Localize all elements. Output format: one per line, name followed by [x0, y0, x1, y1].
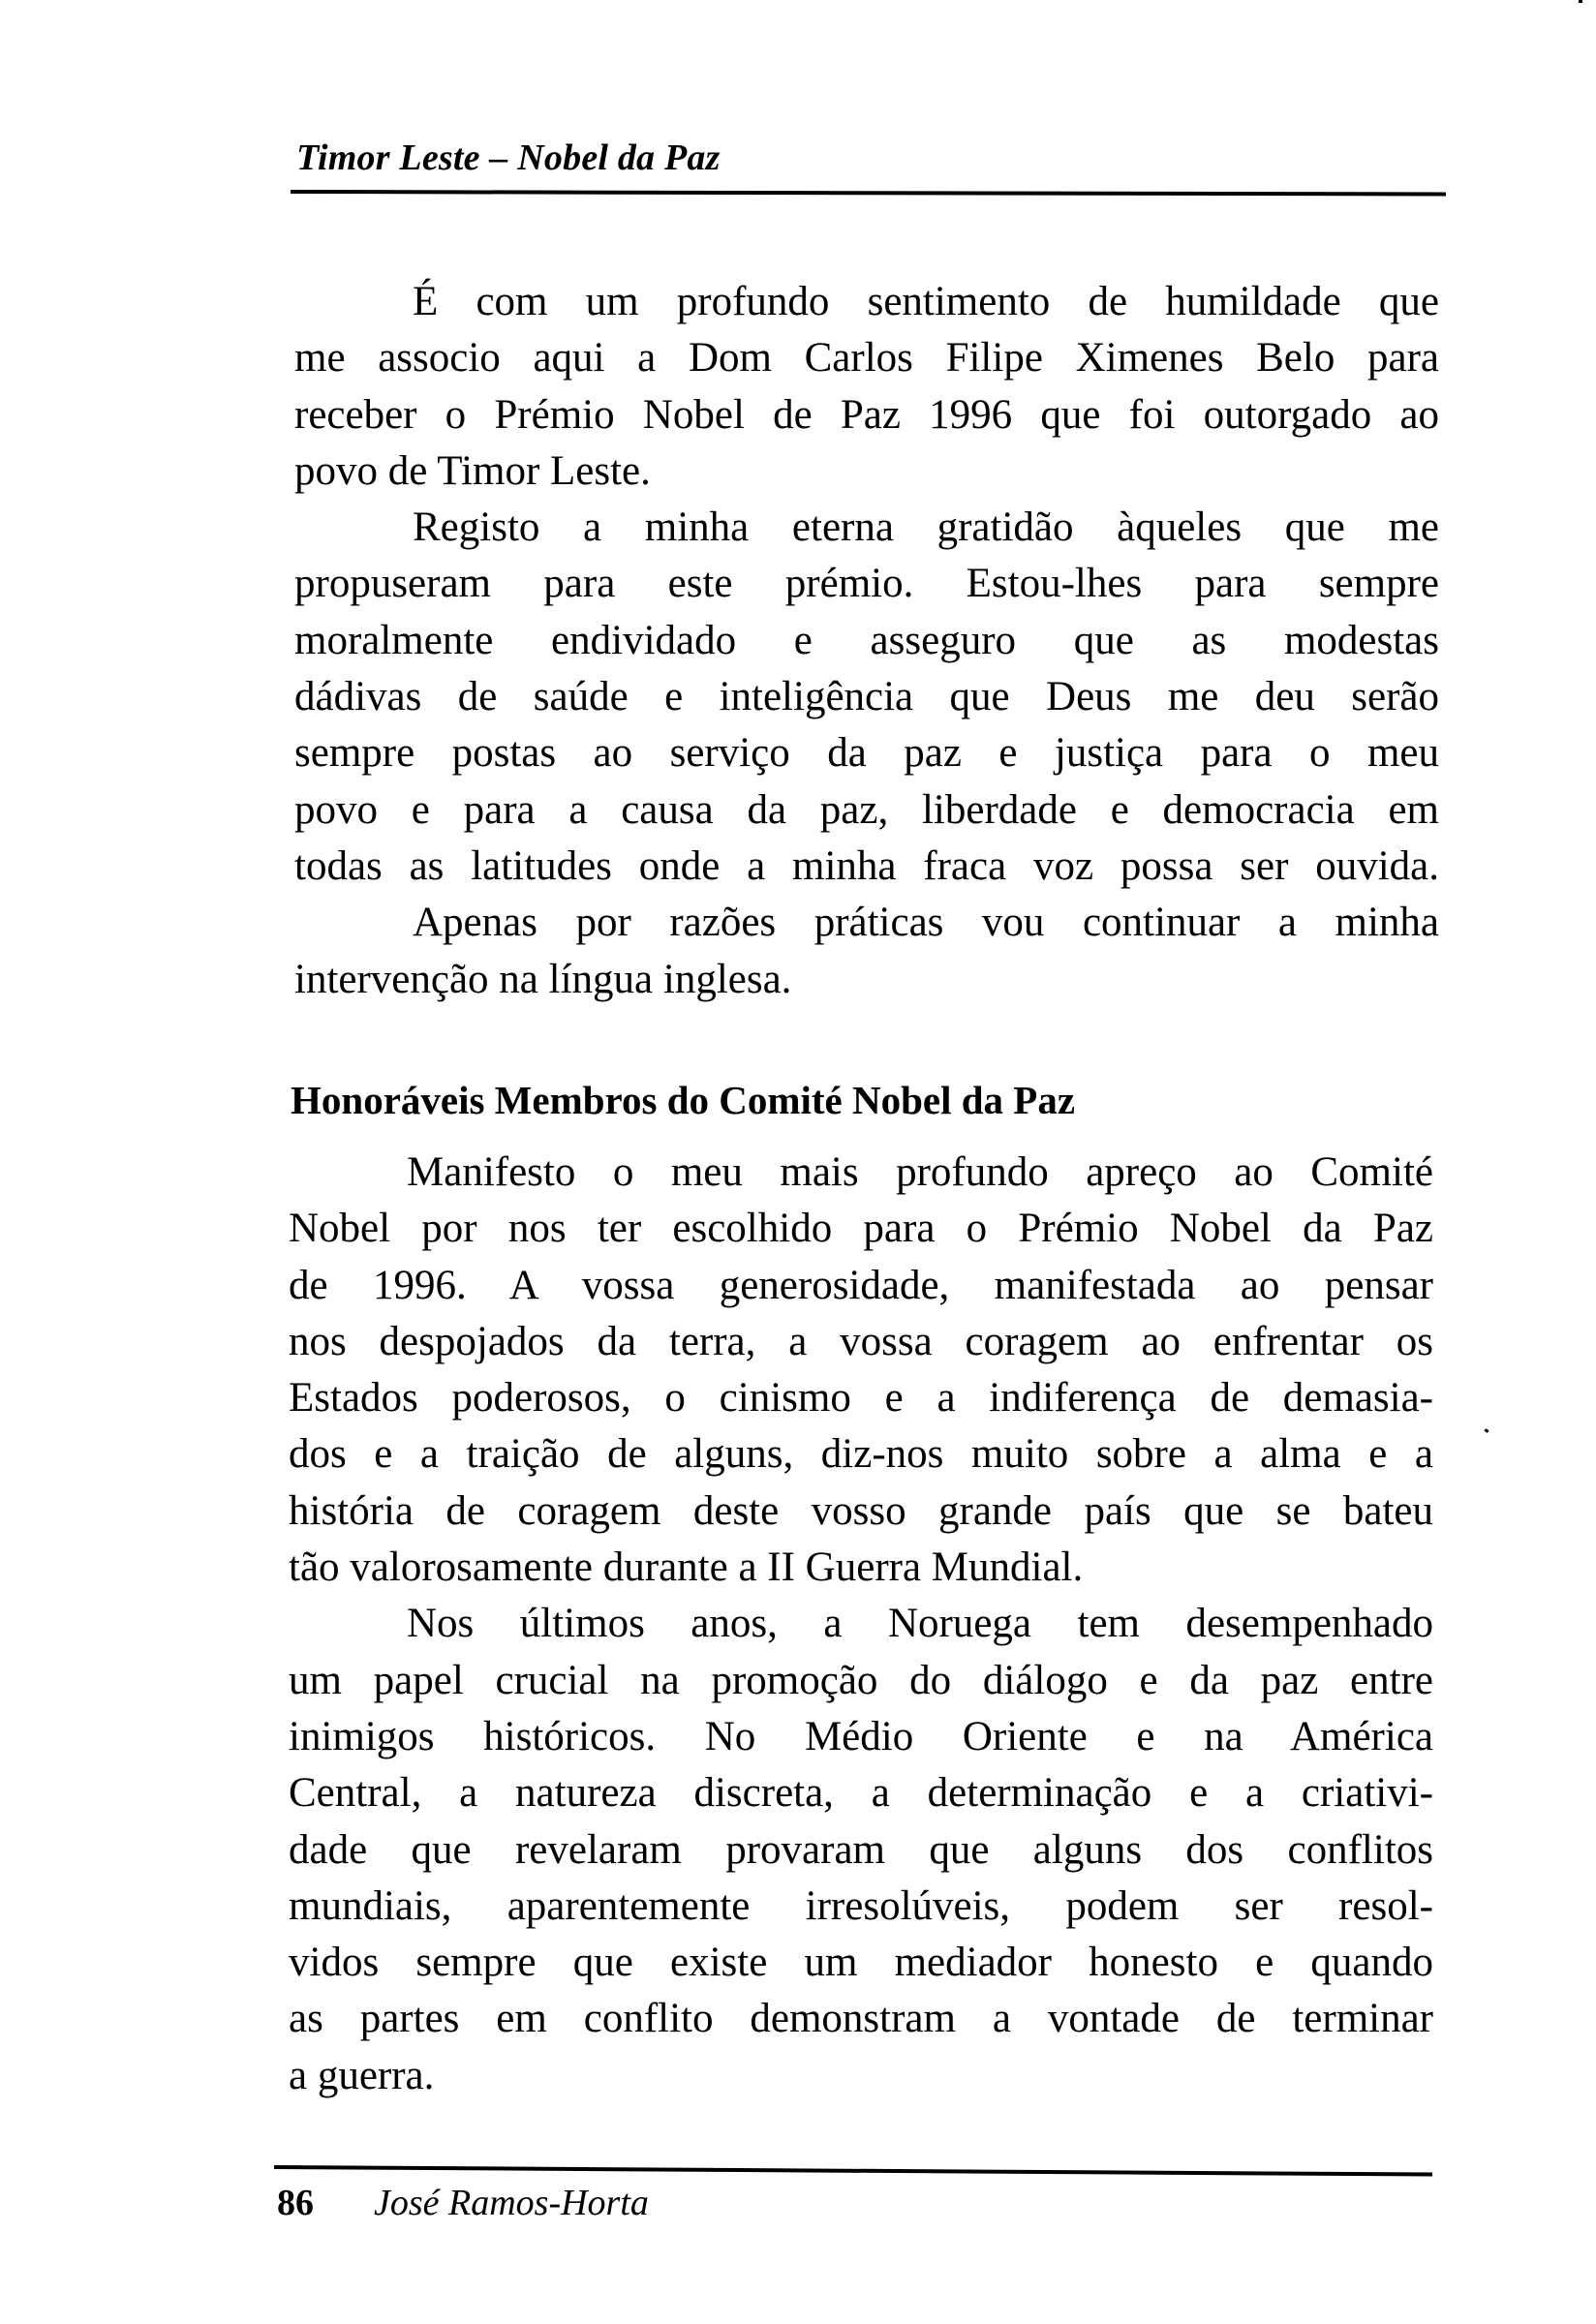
- text-line: dádivas de saúde e inteligência que Deus me deu serão: [294, 674, 1439, 720]
- text-line: Registo a minha eterna gratidão àqueles que me: [413, 505, 1439, 551]
- text-line: tão valorosamente durante a II Guerra Mundial.: [289, 1544, 1084, 1591]
- text-line: Estados poderosos, o cinismo e a indiferença de demasia-: [289, 1375, 1433, 1422]
- paragraph: [289, 1596, 1433, 2104]
- text-line: de 1996. A vossa generosidade, manifestada ao pensar: [289, 1262, 1433, 1308]
- text-line: propuseram para este prémio. Estou-lhes para sempre: [294, 561, 1439, 607]
- footer: [277, 2181, 649, 2225]
- text-line: povo e para a causa da paz, liberdade e democracia em: [294, 786, 1439, 833]
- text-line: dos e a traição de alguns, diz-nos muito sobre a alma e a: [289, 1431, 1433, 1478]
- text-line: sempre postas ao serviço da paz e justiça para o meu: [294, 730, 1439, 777]
- text-line: Apenas por razões práticas vou continuar a minha: [413, 900, 1439, 946]
- text-line: dade que revelaram provaram que alguns dos conflitos: [289, 1826, 1433, 1873]
- text-line: todas as latitudes onde a minha fraca voz possa ser ouvida.: [294, 842, 1439, 889]
- text-line: moralmente endividado e asseguro que as modestas: [294, 617, 1439, 663]
- paragraph: [289, 1145, 1433, 1596]
- text-line: um papel crucial na promoção do diálogo e da paz entre: [289, 1657, 1433, 1703]
- footer-rule: [274, 2165, 1432, 2177]
- page-number: 86: [277, 2183, 314, 2223]
- text-line: intervenção na língua inglesa.: [294, 956, 792, 1002]
- text-line: Nobel por nos ter escolhido para o Prémio Nobel da Paz: [289, 1206, 1433, 1252]
- text-line: me associo aqui a Dom Carlos Filipe Ximenes Belo para: [294, 335, 1439, 382]
- scan-speck: [1579, 0, 1582, 3]
- text-line: vidos sempre que existe um mediador honesto e quando: [289, 1940, 1433, 1986]
- section-heading: Honoráveis Membros do Comité Nobel da Paz: [291, 1078, 1076, 1122]
- section-intro: [294, 274, 1439, 1008]
- text-line: as partes em conflito demonstram a vontade de terminar: [289, 1996, 1433, 2042]
- text-line: nos despojados da terra, a vossa coragem ao enfrentar os: [289, 1318, 1433, 1364]
- text-line: Central, a natureza discreta, a determinação e a criativi-: [289, 1770, 1433, 1817]
- header-rule: [291, 190, 1446, 196]
- text-line: Manifesto o meu mais profundo apreço ao Comité: [407, 1149, 1433, 1195]
- text-line: história de coragem deste vosso grande país que se bateu: [289, 1487, 1433, 1534]
- author-name: José Ramos-Horta: [374, 2183, 649, 2223]
- text-line: a guerra.: [289, 2052, 435, 2098]
- text-line: inimigos históricos. No Médio Oriente e na América: [289, 1713, 1433, 1759]
- scan-speck: [1485, 1428, 1489, 1433]
- text-line: É com um profundo sentimento de humildade que: [413, 279, 1439, 324]
- paragraph: [294, 274, 1439, 500]
- text-line: receber o Prémio Nobel de Paz 1996 que foi outorgado ao: [294, 391, 1439, 438]
- section-committee: [289, 1145, 1433, 2104]
- paragraph: [294, 895, 1439, 1008]
- paragraph: [294, 500, 1439, 895]
- running-title: Timor Leste – Nobel da Paz: [296, 138, 721, 178]
- text-line: povo de Timor Leste.: [294, 447, 651, 494]
- text-line: mundiais, aparentemente irresolúveis, podem ser resol-: [289, 1882, 1433, 1929]
- text-line: Nos últimos anos, a Noruega tem desempenhado: [407, 1601, 1433, 1647]
